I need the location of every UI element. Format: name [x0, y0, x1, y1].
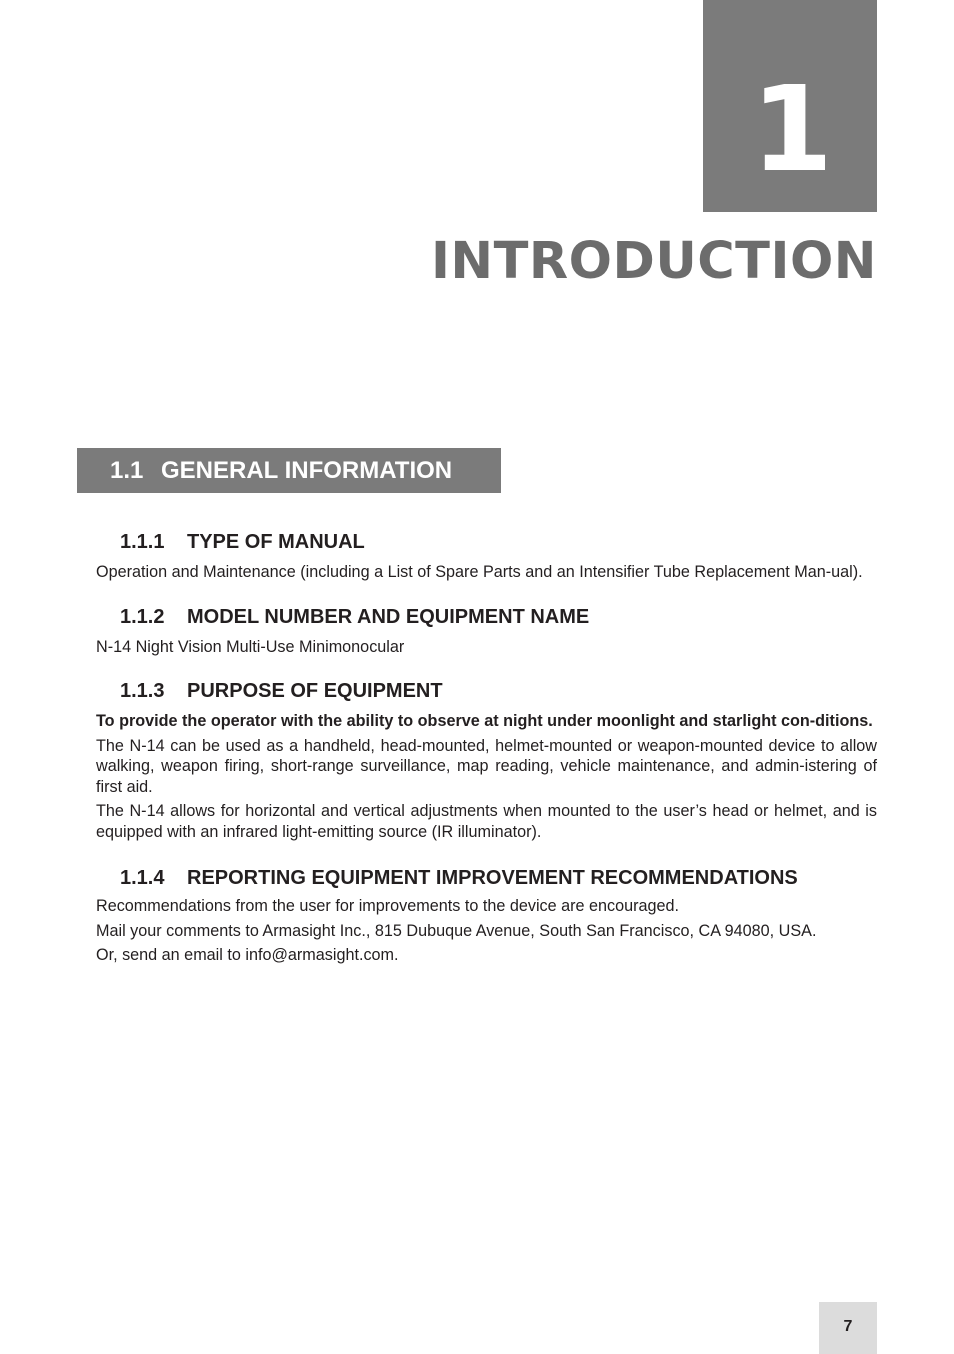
paragraph: The N-14 can be used as a handheld, head-mounted, helmet-mounted or weapon-mounted device to allow walking, weapon firing, short-range surveillance, map reading, vehicle maintenance, and admin-istering of first aid. — [96, 736, 877, 796]
chapter-number: 1 — [750, 60, 830, 198]
chapter-number-box — [703, 0, 877, 212]
paragraph: Mail your comments to Armasight Inc., 815 Dubuque Avenue, South San Francisco, CA 94080, USA. — [96, 921, 817, 940]
subsection-number: 1.1.4 — [120, 867, 165, 889]
subsection-title: REPORTING EQUIPMENT IMPROVEMENT RECOMMENDATIONS — [187, 867, 798, 889]
subsection-number: 1.1.2 — [120, 605, 165, 628]
page-number: 7 — [843, 1318, 853, 1335]
paragraph-emphasis: To provide the operator with the ability to observe at night under moonlight and starlight con-ditions. — [96, 712, 873, 730]
subsection-number: 1.1.1 — [120, 531, 165, 553]
subsection-title: PURPOSE OF EQUIPMENT — [187, 680, 443, 702]
paragraph: Or, send an email to info@armasight.com. — [96, 946, 399, 964]
subsection-heading-reporting — [96, 864, 877, 892]
subsection-heading-purpose — [96, 677, 877, 705]
subsection-title: TYPE OF MANUAL — [187, 531, 365, 553]
section-number: 1.1 — [110, 457, 144, 484]
paragraph: Recommendations from the user for improvements to the device are encouraged. — [96, 897, 680, 915]
paragraph: Operation and Maintenance (including a List of Spare Parts and an Intensifier Tube Replacement Man-ual). — [96, 563, 863, 581]
paragraph: The N-14 allows for horizontal and vertical adjustments when mounted to the user’s head or helmet, and is equipped with an infrared light-emitting source (IR illuminator). — [96, 802, 877, 841]
page-number-box — [819, 1302, 877, 1354]
section-title: GENERAL INFORMATION — [161, 457, 453, 484]
subsection-title: MODEL NUMBER AND EQUIPMENT NAME — [187, 605, 590, 628]
subsection-heading-model-number — [96, 603, 877, 631]
subsection-heading-type-of-manual — [96, 528, 877, 556]
subsection-number: 1.1.3 — [120, 680, 165, 702]
section-heading — [77, 448, 501, 493]
chapter-title: INTRODUCTION — [430, 232, 877, 291]
page-content — [96, 528, 877, 966]
paragraph: N-14 Night Vision Multi-Use Minimonocular — [96, 637, 405, 656]
